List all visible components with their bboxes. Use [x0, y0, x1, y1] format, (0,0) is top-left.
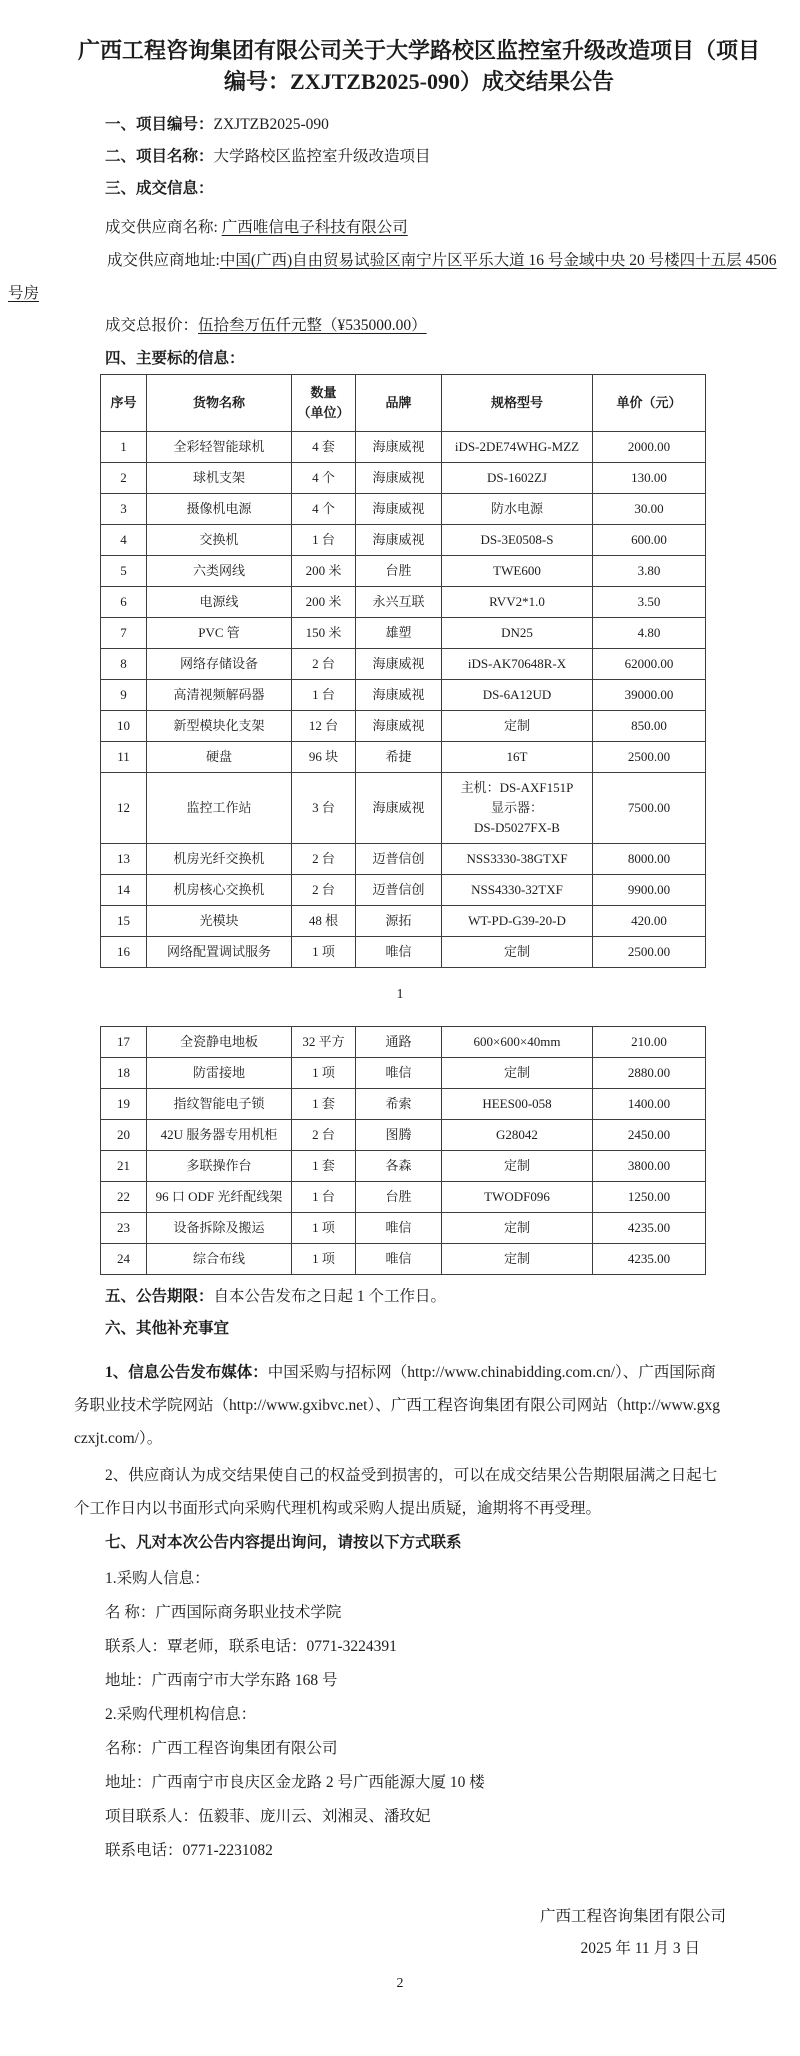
project-name-value: 大学路校区监控室升级改造项目	[213, 148, 431, 165]
table-cell: 高清视频解码器	[147, 680, 292, 711]
table-cell: 1400.00	[593, 1089, 706, 1120]
supplier-name-line	[74, 212, 726, 244]
table-cell: 5	[101, 556, 147, 587]
table-cell: DN25	[442, 618, 593, 649]
table-cell: 4	[101, 525, 147, 556]
table-cell: iDS-AK70648R-X	[442, 649, 593, 680]
table-cell: 海康威视	[356, 773, 442, 844]
media-label: 1、信息公告发布媒体：	[105, 1364, 268, 1381]
column-header-cell: 规格型号	[442, 375, 593, 432]
table-cell: 定制	[442, 1151, 593, 1182]
table-cell: 17	[101, 1027, 147, 1058]
section-project-number	[74, 109, 726, 141]
column-header-cell: 货物名称	[147, 375, 292, 432]
table-cell: 1 项	[292, 1213, 356, 1244]
table-cell: 台胜	[356, 556, 442, 587]
notice-period-value: 自本公告发布之日起 1 个工作日。	[213, 1288, 447, 1305]
table-cell: G28042	[442, 1120, 593, 1151]
column-header-cell: 单价（元）	[593, 375, 706, 432]
table-cell: 迈普信创	[356, 875, 442, 906]
table-cell: 22	[101, 1182, 147, 1213]
column-header-cell: 品牌	[356, 375, 442, 432]
supplier-address-label: 成交供应商地址:	[107, 252, 220, 269]
table-cell: RVV2*1.0	[442, 587, 593, 618]
table-cell: 42U 服务器专用机柜	[147, 1120, 292, 1151]
table-cell: 定制	[442, 1058, 593, 1089]
table-cell: 指纹智能电子锁	[147, 1089, 292, 1120]
table-cell: 球机支架	[147, 463, 292, 494]
items-table-page2	[100, 1026, 706, 1275]
table-cell: 图腾	[356, 1120, 442, 1151]
table-row	[101, 1058, 706, 1089]
table-cell: 130.00	[593, 463, 706, 494]
table-cell: HEES00-058	[442, 1089, 593, 1120]
table-cell: 新型模块化支架	[147, 711, 292, 742]
table-cell: 3.50	[593, 587, 706, 618]
supplier-address-value: 中国(广西)自由贸易试验区南宁片区平乐大道 16 号金域中央 20 号楼四十五层 4506 号房	[8, 252, 777, 302]
agency-phone: 联系电话：0771-2231082	[105, 1842, 273, 1859]
table-cell: 海康威视	[356, 463, 442, 494]
project-number-label: 一、项目编号：	[105, 116, 214, 133]
table-cell: WT-PD-G39-20-D	[442, 906, 593, 937]
purchaser-name: 名 称：广西国际商务职业技术学院	[105, 1604, 342, 1621]
total-price-label: 成交总报价：	[105, 317, 199, 334]
objection-paragraph: 2、供应商认为成交结果使自己的权益受到损害的，可以在成交结果公告期限届满之日起七个工作日内以书面形式向采购代理机构或采购人提出质疑，逾期将不再受理。	[74, 1467, 718, 1517]
table-cell: 综合布线	[147, 1244, 292, 1275]
table-cell: 各森	[356, 1151, 442, 1182]
table-row	[101, 463, 706, 494]
table-cell: 唯信	[356, 1058, 442, 1089]
table-cell: 4 套	[292, 432, 356, 463]
table-cell: 4235.00	[593, 1244, 706, 1275]
table-row	[101, 680, 706, 711]
table-cell: 全彩轻智能球机	[147, 432, 292, 463]
table-cell: 6	[101, 587, 147, 618]
table-cell: 永兴互联	[356, 587, 442, 618]
table-cell: TWODF096	[442, 1182, 593, 1213]
table-cell: 62000.00	[593, 649, 706, 680]
section-other-heading: 六、其他补充事宜	[105, 1320, 230, 1337]
table-cell: 全瓷静电地板	[147, 1027, 292, 1058]
column-header-cell: 数量 （单位）	[292, 375, 356, 432]
table-cell: 96 块	[292, 742, 356, 773]
table-cell: DS-3E0508-S	[442, 525, 593, 556]
table-cell: 9900.00	[593, 875, 706, 906]
table-cell: 18	[101, 1058, 147, 1089]
footer-company-signature: 广西工程咨询集团有限公司	[539, 1908, 726, 1925]
table-cell: 2000.00	[593, 432, 706, 463]
table-cell: 定制	[442, 1244, 593, 1275]
project-name-label: 二、项目名称：	[105, 148, 214, 165]
footer-date: 2025 年 11 月 3 日	[580, 1940, 700, 1957]
page-number-2: 2	[396, 1976, 404, 1991]
table-cell: 14	[101, 875, 147, 906]
table-cell: 监控工作站	[147, 773, 292, 844]
agency-address: 地址：广西南宁市良庆区金龙路 2 号广西能源大厦 10 楼	[105, 1774, 485, 1791]
table-row	[101, 937, 706, 968]
section-project-name	[74, 141, 726, 173]
project-number-value: ZXJTZB2025-090	[213, 116, 329, 133]
media-value: 中国采购与招标网（http://www.chinabidding.com.cn/）、广西国际商务职业技术学院网站（http://www.gxibvc.net）、广西工程咨询集团有限公司网站（http://www.gxgczxjt.com/）。	[74, 1364, 720, 1447]
table-cell: 4 个	[292, 494, 356, 525]
supplier-address-line	[8, 244, 790, 310]
table-row	[101, 649, 706, 680]
table-cell: 30.00	[593, 494, 706, 525]
table-cell: 电源线	[147, 587, 292, 618]
table-cell: 2 台	[292, 844, 356, 875]
media-paragraph	[74, 1356, 726, 1455]
purchaser-heading: 1.采购人信息：	[105, 1570, 210, 1587]
table-cell: 1 套	[292, 1151, 356, 1182]
table-cell: 设备拆除及搬运	[147, 1213, 292, 1244]
table-cell: 23	[101, 1213, 147, 1244]
table-cell: 15	[101, 906, 147, 937]
table-cell: 海康威视	[356, 680, 442, 711]
agency-name: 名称：广西工程咨询集团有限公司	[105, 1740, 338, 1757]
table-cell: 海康威视	[356, 525, 442, 556]
table-row	[101, 618, 706, 649]
table-cell: PVC 管	[147, 618, 292, 649]
table-cell: 2 台	[292, 649, 356, 680]
table-row	[101, 1027, 706, 1058]
table-cell: 24	[101, 1244, 147, 1275]
table-row	[101, 711, 706, 742]
table-row	[101, 494, 706, 525]
table-cell: 1250.00	[593, 1182, 706, 1213]
section-items-heading: 四、主要标的信息：	[105, 350, 245, 367]
table-cell: 迈普信创	[356, 844, 442, 875]
table-cell: 唯信	[356, 937, 442, 968]
total-price-line	[74, 310, 726, 342]
table-cell: 2 台	[292, 1120, 356, 1151]
table-cell: DS-6A12UD	[442, 680, 593, 711]
table-cell: 1 项	[292, 937, 356, 968]
table-cell: 12 台	[292, 711, 356, 742]
table-cell: 2500.00	[593, 742, 706, 773]
table-row	[101, 844, 706, 875]
purchaser-contact: 联系人：覃老师，联系电话：0771-3224391	[105, 1638, 397, 1655]
table-cell: 20	[101, 1120, 147, 1151]
table-cell: iDS-2DE74WHG-MZZ	[442, 432, 593, 463]
table-cell: 机房光纤交换机	[147, 844, 292, 875]
table-cell: 8000.00	[593, 844, 706, 875]
table-row	[101, 1151, 706, 1182]
table-cell: 希捷	[356, 742, 442, 773]
table-cell: 96 口 ODF 光纤配线架	[147, 1182, 292, 1213]
table-cell: 9	[101, 680, 147, 711]
table-row	[101, 525, 706, 556]
table-cell: 交换机	[147, 525, 292, 556]
table-cell: 48 根	[292, 906, 356, 937]
table-row	[101, 1089, 706, 1120]
table-cell: 主机：DS-AXF151P 显示器： DS-D5027FX-B	[442, 773, 593, 844]
table-cell: 3	[101, 494, 147, 525]
table-row	[101, 432, 706, 463]
table-cell: 唯信	[356, 1213, 442, 1244]
supplier-name-label: 成交供应商名称:	[105, 219, 222, 236]
table-cell: 六类网线	[147, 556, 292, 587]
table-cell: 2500.00	[593, 937, 706, 968]
column-header-cell: 序号	[101, 375, 147, 432]
table-cell: 防水电源	[442, 494, 593, 525]
table-cell: 600×600×40mm	[442, 1027, 593, 1058]
table-cell: 台胜	[356, 1182, 442, 1213]
table-row	[101, 1120, 706, 1151]
table-cell: TWE600	[442, 556, 593, 587]
table-cell: 定制	[442, 937, 593, 968]
page-title: 广西工程咨询集团有限公司关于大学路校区监控室升级改造项目（项目编号：ZXJTZB2025-090）成交结果公告	[77, 38, 760, 94]
table-cell: 2 台	[292, 875, 356, 906]
table-cell: 1 台	[292, 1182, 356, 1213]
table-cell: 11	[101, 742, 147, 773]
items-table-page1	[100, 374, 706, 968]
agency-contacts: 项目联系人：伍毅菲、庞川云、刘湘灵、潘玫妃	[105, 1808, 431, 1825]
table-cell: 16	[101, 937, 147, 968]
table-cell: 2880.00	[593, 1058, 706, 1089]
table-row	[101, 773, 706, 844]
table-row	[101, 875, 706, 906]
notice-period-label: 五、公告期限：	[105, 1288, 214, 1305]
table-cell: 16T	[442, 742, 593, 773]
table-row	[101, 1244, 706, 1275]
section-notice-period	[74, 1281, 726, 1313]
table-cell: 网络存储设备	[147, 649, 292, 680]
table-cell: 1 项	[292, 1244, 356, 1275]
agency-heading: 2.采购代理机构信息：	[105, 1706, 257, 1723]
table-header-row	[101, 375, 706, 432]
table-cell: 200 米	[292, 587, 356, 618]
table-cell: 210.00	[593, 1027, 706, 1058]
table-cell: 4.80	[593, 618, 706, 649]
table-row	[101, 587, 706, 618]
table-cell: 网络配置调试服务	[147, 937, 292, 968]
table-cell: 光模块	[147, 906, 292, 937]
table-cell: 通路	[356, 1027, 442, 1058]
table-cell: 1 项	[292, 1058, 356, 1089]
table-cell: 10	[101, 711, 147, 742]
items-table-body-page2	[101, 1027, 706, 1275]
table-row	[101, 906, 706, 937]
table-cell: 1 台	[292, 680, 356, 711]
table-cell: 200 米	[292, 556, 356, 587]
table-cell: 2	[101, 463, 147, 494]
table-cell: 21	[101, 1151, 147, 1182]
table-cell: DS-1602ZJ	[442, 463, 593, 494]
table-row	[101, 1182, 706, 1213]
table-cell: 1 套	[292, 1089, 356, 1120]
table-cell: 海康威视	[356, 649, 442, 680]
table-cell: 雄塑	[356, 618, 442, 649]
items-table-header	[101, 375, 706, 432]
section-contact-heading: 七、凡对本次公告内容提出询问，请按以下方式联系	[105, 1534, 462, 1551]
table-cell: 3800.00	[593, 1151, 706, 1182]
table-cell: 海康威视	[356, 711, 442, 742]
purchaser-address: 地址：广西南宁市大学东路 168 号	[105, 1672, 338, 1689]
table-cell: 3.80	[593, 556, 706, 587]
table-cell: 机房核心交换机	[147, 875, 292, 906]
table-cell: 32 平方	[292, 1027, 356, 1058]
table-cell: 39000.00	[593, 680, 706, 711]
total-price-value: 伍拾叁万伍仟元整（¥535000.00）	[198, 317, 427, 334]
table-cell: 4 个	[292, 463, 356, 494]
table-cell: 唯信	[356, 1244, 442, 1275]
table-cell: NSS4330-32TXF	[442, 875, 593, 906]
page-number-1: 1	[396, 987, 404, 1002]
table-cell: 多联操作台	[147, 1151, 292, 1182]
table-row	[101, 556, 706, 587]
table-cell: 3 台	[292, 773, 356, 844]
items-table-body-page1	[101, 432, 706, 968]
table-cell: 1 台	[292, 525, 356, 556]
supplier-name-value: 广西唯信电子科技有限公司	[221, 219, 408, 236]
table-cell: 7500.00	[593, 773, 706, 844]
table-cell: 希索	[356, 1089, 442, 1120]
table-cell: 12	[101, 773, 147, 844]
table-cell: 2450.00	[593, 1120, 706, 1151]
table-cell: 摄像机电源	[147, 494, 292, 525]
table-cell: 4235.00	[593, 1213, 706, 1244]
table-cell: 定制	[442, 1213, 593, 1244]
table-cell: 硬盘	[147, 742, 292, 773]
table-row	[101, 742, 706, 773]
section-deal-info-heading: 三、成交信息：	[105, 180, 214, 197]
table-cell: 150 米	[292, 618, 356, 649]
table-cell: 海康威视	[356, 494, 442, 525]
table-cell: 7	[101, 618, 147, 649]
table-row	[101, 1213, 706, 1244]
table-cell: NSS3330-38GTXF	[442, 844, 593, 875]
table-cell: 850.00	[593, 711, 706, 742]
table-cell: 源拓	[356, 906, 442, 937]
table-cell: 定制	[442, 711, 593, 742]
table-cell: 8	[101, 649, 147, 680]
table-cell: 防雷接地	[147, 1058, 292, 1089]
table-cell: 海康威视	[356, 432, 442, 463]
table-cell: 1	[101, 432, 147, 463]
table-cell: 420.00	[593, 906, 706, 937]
table-cell: 600.00	[593, 525, 706, 556]
table-cell: 19	[101, 1089, 147, 1120]
table-cell: 13	[101, 844, 147, 875]
